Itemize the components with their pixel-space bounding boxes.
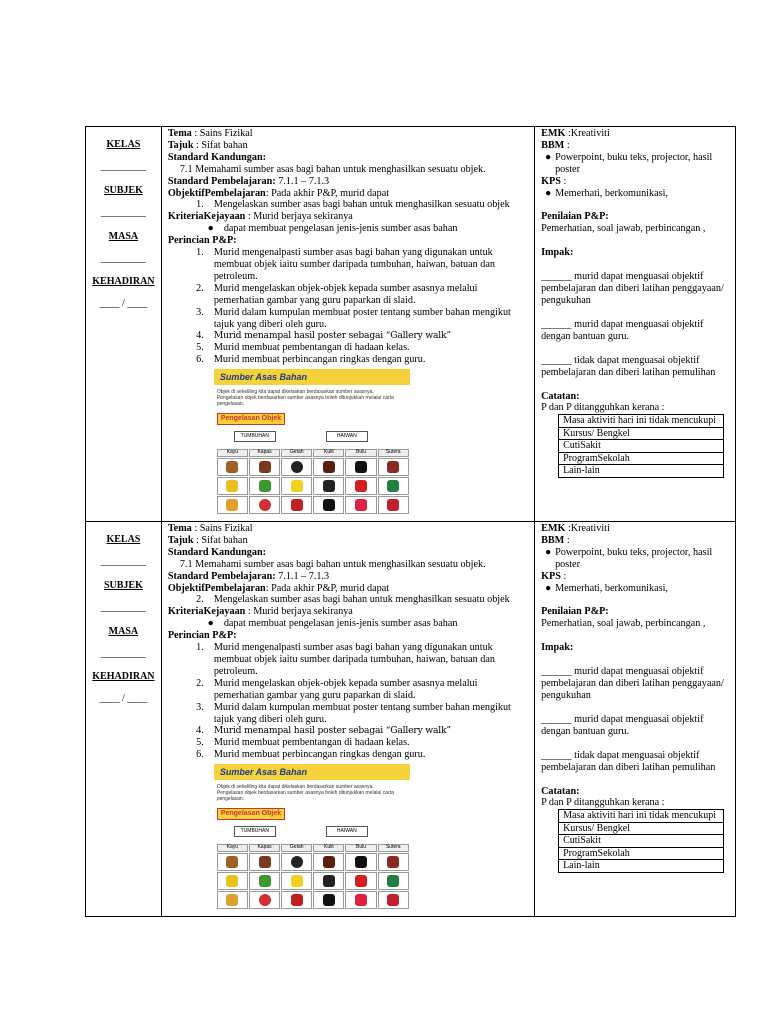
- objektif-item: Mengelaskan sumber asas bagi bahan untuk menghasilkan sesuatu objek: [213, 594, 510, 606]
- impak-line-3: ______ tidak dapat menguasai objektif pembelajaran dan diberi latihan pemulihan: [541, 354, 716, 378]
- bbm-label: BBM: [541, 139, 565, 151]
- scarf-icon: [378, 891, 409, 909]
- kelas-blank: _________: [100, 555, 146, 567]
- slide-sub-line: Objek di sekeliling kita dapat dikelaskan berdasarkan sumber asasnya.: [216, 389, 374, 396]
- kps-value: :: [560, 570, 567, 582]
- skirt-icon: [345, 891, 376, 909]
- standard-kandungan-value: 7.1 Memahami sumber asas bagi bahan untuk menghasilkan sesuatu objek.: [179, 558, 486, 570]
- grid-header: Sutera: [378, 449, 409, 457]
- subjek-blank: _________: [100, 601, 146, 613]
- boots-icon: [281, 477, 312, 495]
- slide-title: Sumber Asas Bahan: [214, 764, 410, 780]
- step-item: Murid menampal hasil poster sebagai “Gallery walk”: [213, 725, 451, 737]
- standard-pembelajaran-label: Standard Pembelajaran:: [167, 175, 276, 187]
- kriteria-value: : Murid berjaya sekiranya: [245, 606, 353, 618]
- bbm-item: Powerpoint, buku teks, projector, hasil poster: [555, 546, 713, 570]
- kelas-label: KELAS: [106, 139, 141, 150]
- group-haiwan: HAIWAN: [326, 826, 368, 837]
- pencil-icon: [217, 872, 248, 890]
- subjek-label: SUBJEK: [103, 184, 143, 196]
- reason-cell: ProgramSekolah: [559, 847, 724, 860]
- penilaian-label: Penilaian P&P:: [541, 211, 609, 223]
- group-haiwan: HAIWAN: [326, 431, 368, 442]
- chair-icon: [217, 853, 248, 871]
- tema-value: : Sains Fizikal: [191, 523, 253, 534]
- reason-cell: CutiSakit: [559, 440, 724, 453]
- grid-header: Kayu: [217, 844, 248, 852]
- bullet-icon: ●: [207, 223, 214, 235]
- tema-value: : Sains Fizikal: [191, 128, 253, 139]
- grid-header: Kulit: [313, 844, 344, 852]
- step-item: Murid menampal hasil poster sebagai “Gallery walk”: [213, 330, 451, 342]
- step-item: Murid mengenalpasti sumber asas bagi bahan yang digunakan untuk membuat objek iaitu sumber daripada tumbuhan, haiwan, batuan dan petroleum.: [213, 247, 496, 282]
- tema-label: Tema: [167, 523, 192, 534]
- group-tumbuhan: TUMBUHAN: [234, 431, 276, 442]
- dress-icon: [378, 477, 409, 495]
- step-item: Murid mengelaskan objek-objek kepada sumber asasnya melalui pemerhatian gambar yang guru paparkan di slaid.: [213, 282, 478, 306]
- shoes-icon: [313, 891, 344, 909]
- group-tumbuhan: TUMBUHAN: [234, 826, 276, 837]
- step-item: Murid mengenalpasti sumber asas bagi bahan yang digunakan untuk membuat objek iaitu sumber daripada tumbuhan, haiwan, batuan dan petroleum.: [213, 642, 496, 677]
- lesson-details-column: Tema : Sains Fizikal Tajuk : Sifat bahan Standard Kandungan: 7.1 Memahami sumber asas bagi bahan untuk menghasilkan sesuatu objek. Standard Pembelajaran: 7.1.1 – 7.1.3 ObjektifPembelajaran: Pada akhir P&P, murid dapat 1. Mengelaskan sumber asas bagi bahan untuk menghasilkan sesuatu objek KriteriaKejayaan : Murid berjaya sekiranya ● dapat membuat pengelasan jenis-jenis sumber asas bahan Perincian P&P: 1. Murid mengenalpasti sumber asas bagi bahan yang digunakan untuk membuat objek iaitu sumber daripada tumbuhan, haiwan, batuan dan petroleum. 2. Murid mengelaskan objek-objek kepada sumber asasnya melalui pemerhatian gambar yang guru paparkan di slaid. 3. Murid dalam kumpulan membuat poster tentang sumber bahan mengikut tajuk yang diberi oleh guru. 4. Murid menampal hasil poster sebagai “Gallery walk” 5. Murid membuat pembentangan di hadaan kelas. 6. Murid membuat perbincangan ringkas dengan guru. Sumber Asas Bahan Objek di sekeliling kita dapat dikelaskan berdasarkan sumber asasnya. Pengelasan objek berdasarkan sumber asasnya boleh ditunjukkan melalui carta pengelasan. Pengelasan Objek TUMBUHAN HAIWAN Kayu Kapas Getah Kulit Bulu Sutera: [161, 127, 534, 522]
- standard-kandungan-value: 7.1 Memahami sumber asas bagi bahan untuk menghasilkan sesuatu objek.: [179, 163, 486, 175]
- sweater-icon: [345, 872, 376, 890]
- shoes-icon: [313, 496, 344, 514]
- masa-label: MASA: [108, 625, 139, 637]
- kelas-blank: _________: [100, 160, 146, 172]
- grid-header: Kapas: [249, 449, 280, 457]
- kriteria-bullet: dapat membuat pengelasan jenis-jenis sumber asas bahan: [223, 618, 458, 630]
- impak-line-2: ______ murid dapat menguasai objektif dengan bantuan guru.: [541, 318, 704, 342]
- case-icon: [313, 872, 344, 890]
- kps-label: KPS: [541, 175, 561, 187]
- bbm-value: :: [564, 534, 570, 546]
- shirt-icon: [249, 458, 280, 476]
- reason-cell: Masa aktiviti hari ini tidak mencukupi: [559, 415, 724, 428]
- kehadiran-blank: ____ / ____: [99, 298, 148, 310]
- sweater-icon: [345, 477, 376, 495]
- impak-label: Impak:: [541, 247, 574, 259]
- kehadiran-blank: ____ / ____: [99, 693, 148, 705]
- tajuk-value: : Sifat bahan: [193, 139, 248, 151]
- kps-item: Memerhati, berkomunikasi,: [555, 582, 668, 594]
- bbm-label: BBM: [541, 534, 565, 546]
- tajuk-value: : Sifat bahan: [193, 534, 248, 546]
- box-icon: [217, 496, 248, 514]
- box-icon: [217, 891, 248, 909]
- slide-subtitle: [214, 389, 410, 407]
- ball-icon: [249, 496, 280, 514]
- kps-label: KPS: [541, 570, 561, 582]
- bullet-icon: ●: [545, 582, 552, 594]
- masa-label: MASA: [108, 230, 139, 242]
- steps-list: 1. Murid mengenalpasti sumber asas bagi bahan yang digunakan untuk membuat objek iaitu sumber daripada tumbuhan, haiwan, batuan dan petroleum. 2. Murid mengelaskan objek-objek kepada sumber asasnya melalui pemerhatian gambar yang guru paparkan di slaid. 3. Murid dalam kumpulan membuat poster tentang sumber bahan mengikut tajuk yang diberi oleh guru. 4. Murid menampal hasil poster sebagai “Gallery walk” 5. Murid membuat pembentangan di hadaan kelas. 6. Murid membuat perbincangan ringkas dengan guru.: [168, 247, 530, 366]
- impak-label: Impak:: [541, 642, 574, 654]
- slide-button: Pengelasan Objek: [217, 808, 285, 820]
- reason-cell: Lain-lain: [559, 860, 724, 873]
- dress-icon: [378, 872, 409, 890]
- bbm-value: :: [564, 139, 570, 151]
- lesson-details-column: Tema : Sains Fizikal Tajuk : Sifat bahan Standard Kandungan: 7.1 Memahami sumber asas bagi bahan untuk menghasilkan sesuatu objek. Standard Pembelajaran: 7.1.1 – 7.1.3 ObjektifPembelajaran: Pada akhir P&P, murid dapat 2. Mengelaskan sumber asas bagi bahan untuk menghasilkan sesuatu objek KriteriaKejayaan : Murid berjaya sekiranya ● dapat membuat pengelasan jenis-jenis sumber asas bahan Perincian P&P: 1. Murid mengenalpasti sumber asas bagi bahan yang digunakan untuk membuat objek iaitu sumber daripada tumbuhan, haiwan, batuan dan petroleum. 2. Murid mengelaskan objek-objek kepada sumber asasnya melalui pemerhatian gambar yang guru paparkan di slaid. 3. Murid dalam kumpulan membuat poster tentang sumber bahan mengikut tajuk yang diberi oleh guru. 4. Murid menampal hasil poster sebagai “Gallery walk” 5. Murid membuat pembentangan di hadaan kelas. 6. Murid membuat perbincangan ringkas dengan guru. Sumber Asas Bahan Objek di sekeliling kita dapat dikelaskan berdasarkan sumber asasnya. Pengelasan objek berdasarkan sumber asasnya boleh ditunjukkan melalui carta pengelasan. Pengelasan Objek TUMBUHAN HAIWAN Kayu Kapas Getah Kulit Bulu Sutera: [161, 522, 534, 917]
- slide-sub-line: Pengelasan objek berdasarkan sumber asasnya boleh ditunjukkan melalui carta pengelasan.: [216, 790, 394, 803]
- slide-sub-line: Pengelasan objek berdasarkan sumber asasnya boleh ditunjukkan melalui carta pengelasan.: [216, 395, 394, 408]
- bag-icon: [313, 458, 344, 476]
- subjek-label: SUBJEK: [103, 579, 143, 591]
- bands-icon: [281, 891, 312, 909]
- shoe-icon: [378, 853, 409, 871]
- kehadiran-label: KEHADIRAN: [92, 276, 155, 288]
- kriteria-bullet: dapat membuat pengelasan jenis-jenis sumber asas bahan: [223, 223, 458, 235]
- kelas-label: KELAS: [106, 534, 141, 545]
- boots-icon: [281, 872, 312, 890]
- steps-list: 1. Murid mengenalpasti sumber asas bagi bahan yang digunakan untuk membuat objek iaitu sumber daripada tumbuhan, haiwan, batuan dan petroleum. 2. Murid mengelaskan objek-objek kepada sumber asasnya melalui pemerhatian gambar yang guru paparkan di slaid. 3. Murid dalam kumpulan membuat poster tentang sumber bahan mengikut tajuk yang diberi oleh guru. 4. Murid menampal hasil poster sebagai “Gallery walk” 5. Murid membuat pembentangan di hadaan kelas. 6. Murid membuat perbincangan ringkas dengan guru.: [168, 642, 530, 761]
- slide-image: [214, 369, 410, 509]
- standard-pembelajaran-value: 7.1.1 – 7.1.3: [275, 175, 330, 187]
- catatan-value: P dan P ditangguhkan kerana :: [541, 402, 665, 414]
- slide-subtitle: [214, 784, 410, 802]
- perincian-label: Perincian P&P:: [167, 235, 237, 247]
- kps-item: Memerhati, berkomunikasi,: [555, 187, 668, 199]
- reasons-table: [558, 809, 724, 873]
- step-item: Murid dalam kumpulan membuat poster tentang sumber bahan mengikut tajuk yang diberi oleh guru.: [213, 306, 511, 330]
- impak-line-1: ______ murid dapat menguasai objektif pembelajaran dan diberi latihan penggayaan/ pengukuhan: [541, 666, 724, 701]
- chair-icon: [217, 458, 248, 476]
- emk-value: :Kreativiti: [565, 128, 610, 139]
- standard-pembelajaran-label: Standard Pembelajaran:: [167, 570, 276, 582]
- impak-line-2: ______ murid dapat menguasai objektif dengan bantuan guru.: [541, 713, 704, 737]
- notes-column: [535, 127, 736, 522]
- impak-line-3: ______ tidak dapat menguasai objektif pembelajaran dan diberi latihan pemulihan: [541, 749, 716, 773]
- step-item: Murid membuat pembentangan di hadaan kelas.: [213, 737, 410, 749]
- bullet-icon: ●: [207, 618, 214, 630]
- bullet-icon: ●: [545, 151, 552, 163]
- tire-icon: [281, 853, 312, 871]
- objektif-value: : Pada akhir P&P, murid dapat: [265, 187, 390, 199]
- tajuk-label: Tajuk: [167, 534, 194, 546]
- lesson-row-2: [86, 522, 736, 917]
- grid-header: Sutera: [378, 844, 409, 852]
- case-icon: [313, 477, 344, 495]
- grid-header: Bulu: [345, 449, 376, 457]
- grid-header: Kayu: [217, 449, 248, 457]
- penilaian-label: Penilaian P&P:: [541, 606, 609, 618]
- step-item: Murid membuat perbincangan ringkas dengan guru.: [213, 749, 426, 761]
- bullet-icon: ●: [545, 546, 552, 558]
- object-grid: [217, 844, 409, 909]
- grid-header: Getah: [281, 844, 312, 852]
- bullet-icon: ●: [545, 187, 552, 199]
- reason-cell: Lain-lain: [559, 465, 724, 478]
- standard-kandungan-label: Standard Kandungan:: [167, 546, 267, 558]
- emk-label: EMK: [541, 128, 566, 139]
- standard-pembelajaran-value: 7.1.1 – 7.1.3: [275, 570, 330, 582]
- penilaian-value: Pemerhatian, soal jawab, perbincangan ,: [541, 223, 706, 235]
- bbm-item: Powerpoint, buku teks, projector, hasil poster: [555, 151, 713, 175]
- slide-sub-line: Objek di sekeliling kita dapat dikelaskan berdasarkan sumber asasnya.: [216, 784, 374, 791]
- impak-line-1: ______ murid dapat menguasai objektif pembelajaran dan diberi latihan penggayaan/ pengukuhan: [541, 271, 724, 306]
- towel-icon: [249, 477, 280, 495]
- catatan-label: Catatan:: [541, 785, 580, 797]
- bands-icon: [281, 496, 312, 514]
- skirt-icon: [345, 496, 376, 514]
- standard-kandungan-label: Standard Kandungan:: [167, 151, 267, 163]
- step-item: Murid membuat perbincangan ringkas dengan guru.: [213, 354, 426, 366]
- lesson-plan-table: [85, 126, 736, 917]
- emk-value: :Kreativiti: [565, 523, 610, 534]
- grid-header: Getah: [281, 449, 312, 457]
- slide-image: [214, 764, 410, 904]
- masa-blank: _________: [100, 647, 146, 659]
- tire-icon: [281, 458, 312, 476]
- objektif-label: ObjektifPembelajaran: [167, 187, 266, 199]
- step-item: Murid membuat pembentangan di hadaan kelas.: [213, 342, 410, 354]
- reason-cell: ProgramSekolah: [559, 452, 724, 465]
- kriteria-value: : Murid berjaya sekiranya: [245, 211, 353, 223]
- kriteria-label: KriteriaKejayaan: [167, 211, 246, 223]
- step-item: Murid mengelaskan objek-objek kepada sumber asasnya melalui pemerhatian gambar yang guru paparkan di slaid.: [213, 677, 478, 701]
- catatan-label: Catatan:: [541, 390, 580, 402]
- bag-icon: [313, 853, 344, 871]
- grid-header: Kapas: [249, 844, 280, 852]
- emk-label: EMK: [541, 523, 566, 534]
- objektif-label: ObjektifPembelajaran: [167, 582, 266, 594]
- scarf-icon: [378, 496, 409, 514]
- hat-icon: [345, 853, 376, 871]
- grid-header: Kulit: [313, 449, 344, 457]
- object-grid: [217, 449, 409, 514]
- kps-value: :: [560, 175, 567, 187]
- kriteria-label: KriteriaKejayaan: [167, 606, 246, 618]
- lesson-row-1: [86, 127, 736, 522]
- towel-icon: [249, 872, 280, 890]
- reason-cell: Kursus/ Bengkel: [559, 427, 724, 440]
- shirt-icon: [249, 853, 280, 871]
- slide-button: Pengelasan Objek: [217, 413, 285, 425]
- reasons-table: [558, 414, 724, 478]
- reason-cell: CutiSakit: [559, 835, 724, 848]
- notes-column: [535, 522, 736, 917]
- pencil-icon: [217, 477, 248, 495]
- class-info-column: [86, 522, 162, 917]
- grid-header: Bulu: [345, 844, 376, 852]
- objektif-item: Mengelaskan sumber asas bagi bahan untuk menghasilkan sesuatu objek: [213, 199, 510, 211]
- tajuk-label: Tajuk: [167, 139, 194, 151]
- objektif-value: : Pada akhir P&P, murid dapat: [265, 582, 390, 594]
- hat-icon: [345, 458, 376, 476]
- kehadiran-label: KEHADIRAN: [92, 671, 155, 683]
- masa-blank: _________: [100, 252, 146, 264]
- tema-label: Tema: [167, 128, 192, 139]
- perincian-label: Perincian P&P:: [167, 630, 237, 642]
- subjek-blank: _________: [100, 206, 146, 218]
- reason-cell: Kursus/ Bengkel: [559, 822, 724, 835]
- reason-cell: Masa aktiviti hari ini tidak mencukupi: [559, 810, 724, 823]
- slide-title: Sumber Asas Bahan: [214, 369, 410, 385]
- ball-icon: [249, 891, 280, 909]
- catatan-value: P dan P ditangguhkan kerana :: [541, 797, 665, 809]
- step-item: Murid dalam kumpulan membuat poster tentang sumber bahan mengikut tajuk yang diberi oleh guru.: [213, 701, 511, 725]
- class-info-column: [86, 127, 162, 522]
- shoe-icon: [378, 458, 409, 476]
- penilaian-value: Pemerhatian, soal jawab, perbincangan ,: [541, 618, 706, 630]
